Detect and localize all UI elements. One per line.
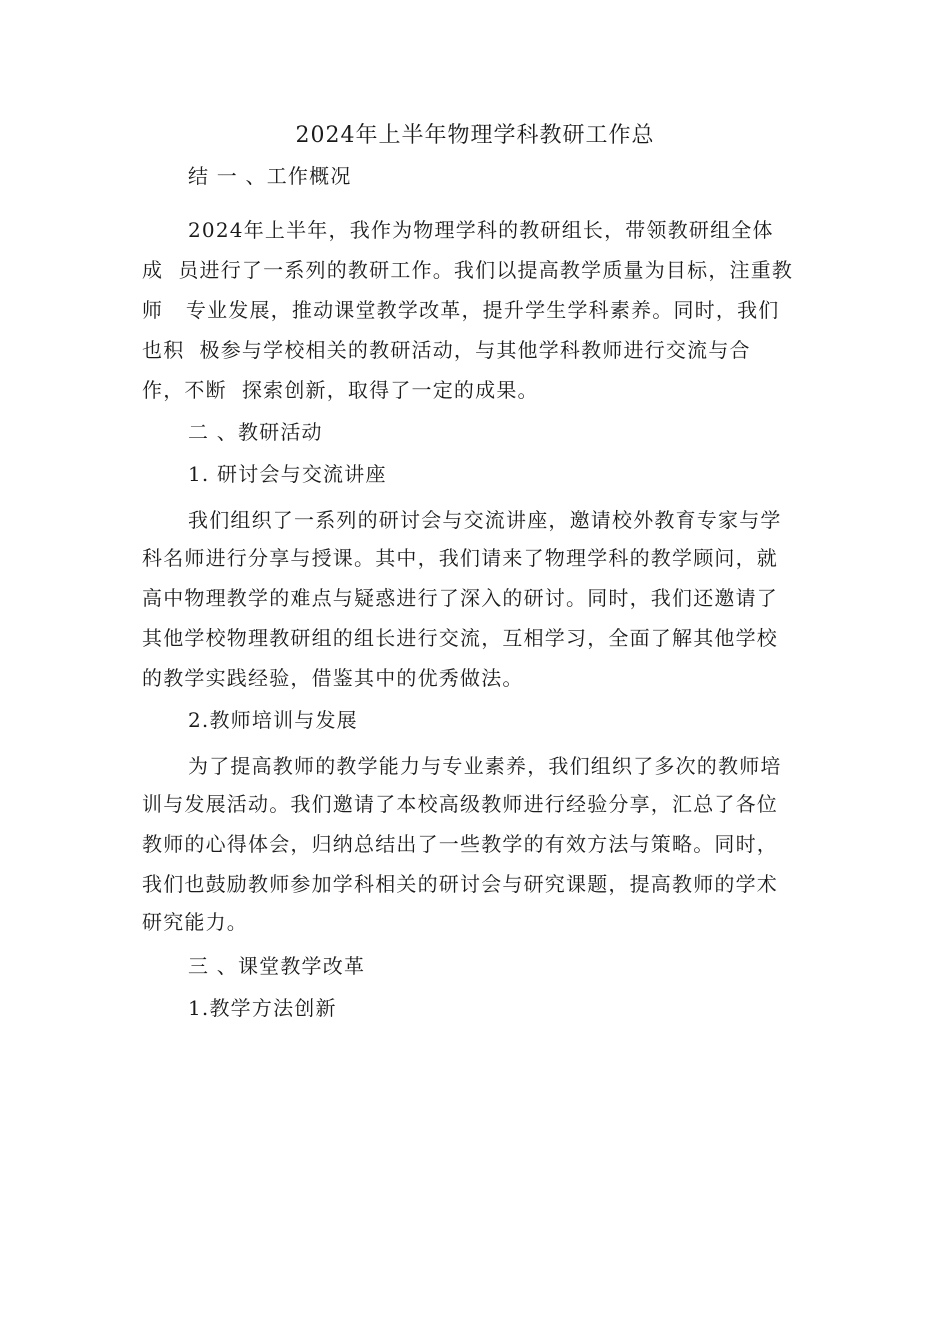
paragraph-3-line-2: 训与发展活动。我们邀请了本校高级教师进行经验分享，汇总了各位 <box>142 792 778 816</box>
section-heading-1: 结 一 、工作概况 <box>188 164 352 188</box>
paragraph-3-line-1: 为了提高教师的教学能力与专业素养，我们组织了多次的教师培 <box>188 754 782 778</box>
paragraph-2-line-1: 我们组织了一系列的研讨会与交流讲座，邀请校外教育专家与学 <box>188 508 782 532</box>
paragraph-2-line-5: 的教学实践经验，借鉴其中的优秀做法。 <box>142 666 524 690</box>
paragraph-2-line-2: 科名师进行分享与授课。其中，我们请来了物理学科的教学顾问，就 <box>142 546 778 570</box>
section-heading-2: 二 、教研活动 <box>188 420 323 444</box>
paragraph-3-line-5: 研究能力。 <box>142 910 248 934</box>
document-title: 2024年上半年物理学科教研工作总 <box>295 123 655 148</box>
paragraph-1-line-5: 作，不断 探索创新，取得了一定的成果。 <box>142 378 539 402</box>
subsection-heading-2-2: 2.教师培训与发展 <box>188 708 358 732</box>
paragraph-3-line-4: 我们也鼓励教师参加学科相关的研讨会与研究课题，提高教师的学术 <box>142 872 778 896</box>
subsection-heading-2-1: 1. 研讨会与交流讲座 <box>188 462 387 486</box>
paragraph-2-line-4: 其他学校物理教研组的组长进行交流，互相学习，全面了解其他学校 <box>142 626 778 650</box>
paragraph-1-line-4: 也积 极参与学校相关的教研活动，与其他学科教师进行交流与合 <box>142 338 751 362</box>
paragraph-1-line-2: 成 员进行了一系列的教研工作。我们以提高教学质量为目标，注重教 <box>142 258 794 282</box>
subsection-heading-3-1: 1.教学方法创新 <box>188 996 337 1020</box>
paragraph-2-line-3: 高中物理教学的难点与疑惑进行了深入的研讨。同时，我们还邀请了 <box>142 586 778 610</box>
paragraph-1-line-1: 2024年上半年，我作为物理学科的教研组长，带领教研组全体 <box>188 218 774 242</box>
paragraph-1-line-3: 师 专业发展，推动课堂教学改革，提升学生学科素养。同时，我们 <box>142 298 780 322</box>
paragraph-3-line-3: 教师的心得体会，归纳总结出了一些教学的有效方法与策略。同时， <box>142 832 778 856</box>
section-heading-3: 三 、课堂教学改革 <box>188 954 366 978</box>
